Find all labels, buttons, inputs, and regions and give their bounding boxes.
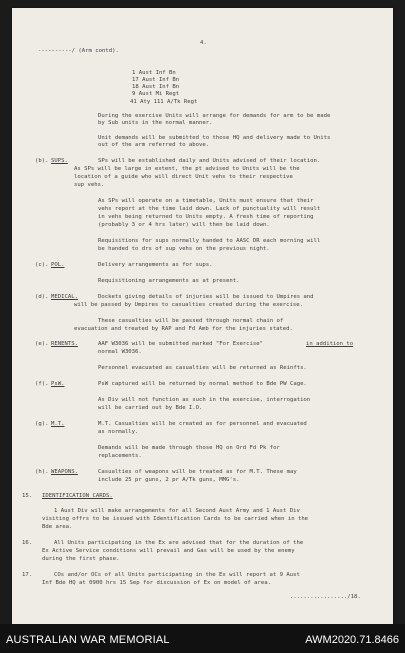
paragraph-line: visiting offrs to be issued with Identification Cards to be carried when in the <box>42 516 309 522</box>
paragraph-line: Ex Active Service conditions will prevail and Gas will be used by the enemy <box>42 548 295 554</box>
paragraph-line: All Units participating in the Ex are advised that for the duration of the <box>54 540 304 546</box>
paragraph-line: evacuation and treated by RAP and Fd Amb for the injuries stated. <box>74 326 293 332</box>
paragraph-line: Requisitioning arrangements as at present. <box>98 278 240 284</box>
paragraph-line: Bde area. <box>42 524 73 530</box>
paragraph-line: be handed to drs of sup vehs on the previous night. <box>98 246 270 252</box>
paragraph-line: replacements. <box>98 453 142 459</box>
paragraph-line: COs and/or OCs of all Units participating in the Ex will report at 9 Aust <box>54 572 300 578</box>
paragraph-line: include 25 pr guns, 2 pr A/Tk guns, MMG's. <box>98 477 240 483</box>
section-title: POL. <box>51 262 65 268</box>
paragraph-line: Dockets giving details of injuries will be issued to Umpires and <box>98 294 314 300</box>
paragraph-line: by Sub units in the normal manner. <box>98 120 213 126</box>
section-letter: (c). <box>35 262 49 268</box>
page-number: 4. <box>200 40 207 46</box>
unit-list-item: 1 Aust Inf Bn <box>132 70 176 76</box>
paragraph-line: PsW captured will be returned by normal method to Bde PW Cage. <box>98 381 307 387</box>
paragraph-line: Casualties of weapons will be treated as for M.T. These may <box>98 469 297 475</box>
paragraph-number: 15. <box>22 493 33 499</box>
section-letter: (b). <box>35 158 49 164</box>
paragraph-line: Unit demands will be submitted to those HQ and delivery made to Units <box>98 135 331 141</box>
paragraph-line: will be passed by Umpires to casualties created during the exercise. <box>74 302 304 308</box>
paragraph-line: out of the arm referred to above. <box>98 142 210 148</box>
section-letter: (d). <box>35 294 49 300</box>
paragraph-line: (probably 3 or 4 hrs later) will then be laid down. <box>98 222 270 228</box>
paragraph-line: location of a guide who will direct Unit vehs to their respective <box>74 174 293 180</box>
paragraph-number: 16. <box>22 540 33 546</box>
section-title: SUPS. <box>51 158 68 164</box>
paragraph-line: AAF W3036 will be submitted marked "For Exercise" <box>98 341 264 347</box>
continuation-footer: ................./18. <box>290 594 361 600</box>
paragraph-line: As Div will not function as such in the exercise, interrogation <box>98 397 311 403</box>
paragraph-line: will be carried out by Bde I.O. <box>98 405 203 411</box>
caption-bar <box>0 624 405 653</box>
section-title: M.T. <box>51 421 65 427</box>
paragraph-line: as normally. <box>98 429 139 435</box>
paragraph-line: during the first phase. <box>42 556 120 562</box>
paragraph-line: During the exercise Units will arrange for demands for arm to be made <box>98 113 331 119</box>
paragraph-number: 17. <box>22 572 33 578</box>
caption-accession-number: AWM2020.71.8466 <box>305 634 399 646</box>
section-letter: (f). <box>35 381 49 387</box>
document-page <box>12 8 393 624</box>
paragraph-line: Delivery arrangements as for sups. <box>98 262 213 268</box>
paragraph-line: in vehs being returned to Units empty. A fresh time of reporting <box>98 214 314 220</box>
paragraph-line: As SPs will operate on a timetable, Units must ensure that their <box>98 198 314 204</box>
section-title: PsW. <box>51 381 65 387</box>
paragraph-line: As SPs will be large in extent, the pt advised to Units will be the <box>74 166 300 172</box>
paragraph-line: vehs report at the time laid down. Lack of punctuality will result <box>98 206 321 212</box>
paragraph-line: sup vehs. <box>74 182 105 188</box>
paragraph-line: SPs will be established daily and Units advised of their location. <box>98 158 321 164</box>
section-letter: (h). <box>35 469 49 475</box>
unit-list-item: 17 Aust Inf Bn <box>132 77 180 83</box>
paragraph-line: Inf Bde HQ at 0900 hrs 15 Sep for discussion of Ex on model of area. <box>42 580 272 586</box>
paragraph-line: These casualties will be passed through normal chain of <box>98 318 284 324</box>
caption-source: AUSTRALIAN WAR MEMORIAL <box>6 634 170 646</box>
unit-list-item: 41 Aty 111 A/Tk Regt <box>130 99 198 105</box>
section-letter: (e). <box>35 341 49 347</box>
paragraph-emphasis: in addition to <box>306 341 354 347</box>
unit-list-item: 9 Aust Mi Regt <box>132 91 180 97</box>
paragraph-line: normal W3036. <box>98 349 142 355</box>
paragraph-line: Requisitions for sups normally handed to AASC DR each morning will <box>98 238 321 244</box>
paragraph-line: 1 Aust Div will make arrangements for all Second Aust Army and 1 Aust Div <box>54 508 300 514</box>
paragraph-title: IDENTIFICATION CARDS. <box>42 493 113 499</box>
paragraph-line: M.T. Casualties will be created as for personnel and evacuated <box>98 421 307 427</box>
section-title: WEAPONS. <box>51 469 78 475</box>
paragraph-line: Personnel evacuated as casualties will be returned as Reinfts. <box>98 365 307 371</box>
section-title: MEDICAL. <box>51 294 78 300</box>
section-title: RENENTS. <box>51 341 78 347</box>
continuation-heading: ----------/ (Arm contd). <box>38 48 119 54</box>
section-letter: (g). <box>35 421 49 427</box>
paragraph-line: Demands will be made through those HQ on Ord Fd Pk for <box>98 445 280 451</box>
unit-list-item: 18 Aust Inf Bn <box>132 84 180 90</box>
